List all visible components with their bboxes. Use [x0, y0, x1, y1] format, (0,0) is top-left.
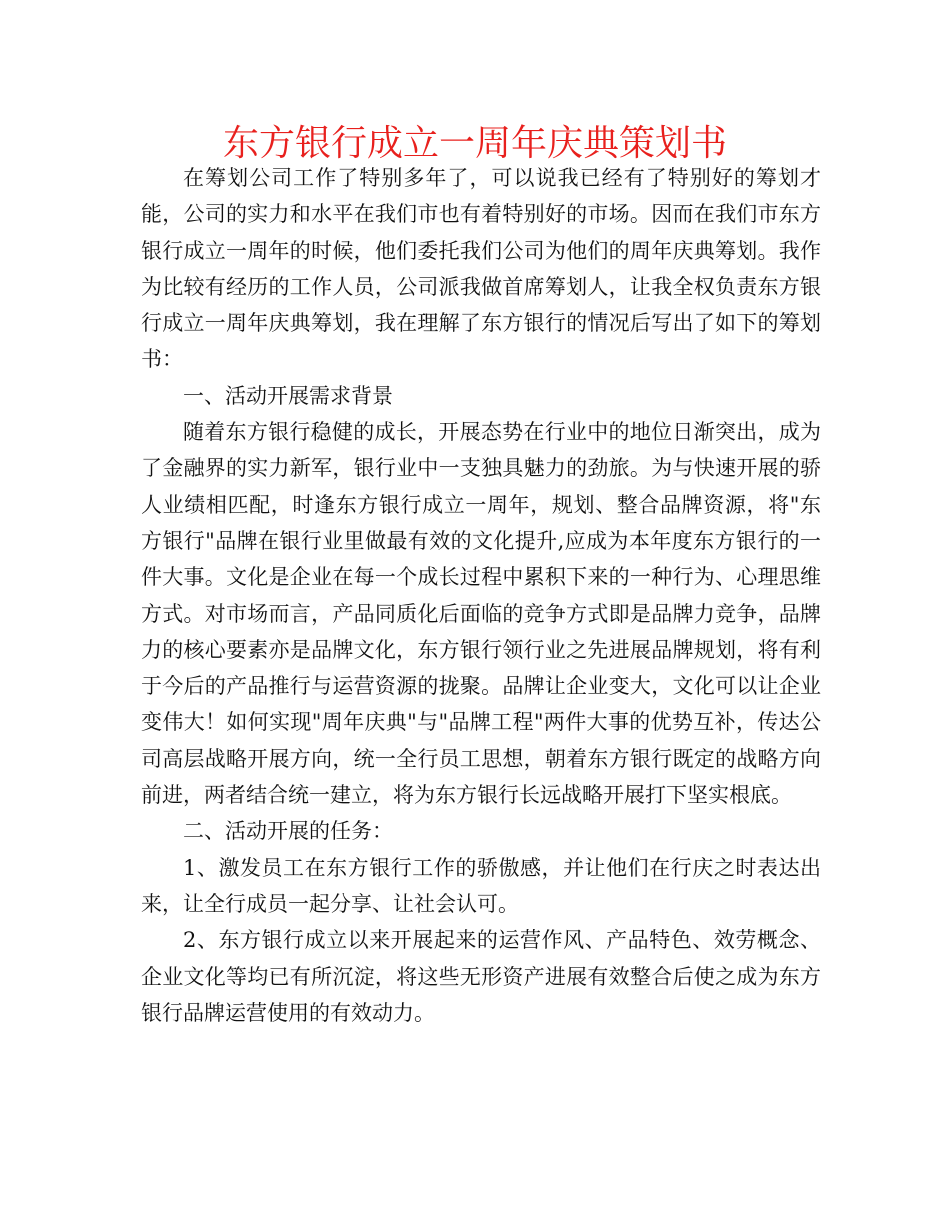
paragraph-task-1: 1、激发员工在东方银行工作的骄傲感，并让他们在行庆之时表达出来，让全行成员一起分享、让社会认可。 — [141, 855, 821, 916]
document-body — [141, 160, 821, 1031]
paragraph-task-2: 2、东方银行成立以来开展起来的运营作风、产品特色、效劳概念、企业文化等均已有所沉淀，将这些无形资产进展有效整合后使之成为东方银行品牌运营使用的有效动力。 — [141, 928, 821, 1025]
section-heading-background: 一、活动开展需求背景 — [183, 383, 393, 408]
document-title: 东方银行成立一周年庆典策划书 — [222, 123, 727, 164]
paragraph-intro: 在筹划公司工作了特别多年了，可以说我已经有了特别好的筹划才能，公司的实力和水平在我们市也有着特别好的市场。因而在我们市东方银行成立一周年的时候，他们委托我们公司为他们的周年庆典筹划。我作为比较有经历的工作人员，公司派我做首席筹划人，让我全权负责东方银行成立一周年庆典筹划，我在理解了东方银行的情况后写出了如下的筹划书： — [141, 166, 821, 372]
paragraph-background: 随着东方银行稳健的成长，开展态势在行业中的地位日渐突出，成为了金融界的实力新军，银行业中一支独具魅力的劲旅。为与快速开展的骄人业绩相匹配，时逢东方银行成立一周年，规划、整合品牌资源，将"东方银行"品牌在银行业里做最有效的文化提升,应成为本年度东方银行的一件大事。文化是企业在每一个成长过程中累积下来的一种行为、心理思维方式。对市场而言，产品同质化后面临的竞争方式即是品牌力竞争，品牌力的核心要素亦是品牌文化，东方银行领行业之先进展品牌规划，将有利于今后的产品推行与运营资源的拢聚。品牌让企业变大，文化可以让企业变伟大！如何实现"周年庆典"与"品牌工程"两件大事的优势互补，传达公司高层战略开展方向，统一全行员工思想，朝着东方银行既定的战略方向前进，两者结合统一建立，将为东方银行长远战略开展打下坚实根底。 — [141, 420, 821, 808]
section-heading-tasks: 二、活动开展的任务： — [183, 819, 393, 844]
